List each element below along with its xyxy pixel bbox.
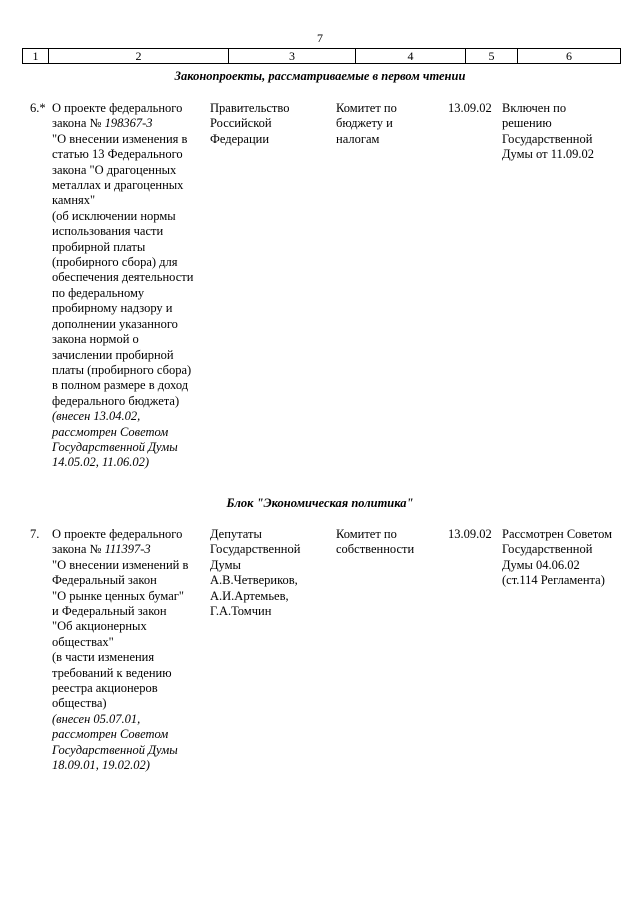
- bill-title-line: [52, 650, 208, 665]
- bill-title-text: (в части изменения: [52, 650, 155, 665]
- bill-title-text: пробирной платы: [52, 239, 146, 254]
- bill-title-line: [52, 573, 208, 588]
- bill-history-note: [52, 409, 208, 471]
- bill-title-line: [52, 209, 208, 224]
- responsible-committee: [336, 101, 444, 147]
- bill-title-lines: [52, 116, 208, 409]
- bill-status-line: Думы от 11.09.02: [502, 147, 595, 162]
- bill-title-text: платы (пробирного сбора): [52, 362, 192, 377]
- bill-title-line: [52, 635, 208, 650]
- bill-title-text: "Об акционерных: [52, 619, 147, 634]
- bill-history-note: [52, 712, 208, 774]
- bill-status-line: Государственной: [502, 542, 593, 557]
- bill-initiator: [210, 101, 332, 147]
- bill-title-line: [52, 378, 208, 393]
- bill-title-line: [52, 589, 208, 604]
- bill-title-line: [52, 301, 208, 316]
- column-number-4: 4: [356, 49, 466, 64]
- bill-initiator-line: Правительство: [210, 101, 290, 115]
- bill-status-line: Думы 04.06.02: [502, 557, 580, 572]
- bill-title-text: реестра акционеров: [52, 681, 158, 696]
- responsible-committee-line: собственности: [336, 542, 415, 557]
- column-number-2: 2: [49, 49, 229, 64]
- bill-title-text: использования части: [52, 224, 164, 239]
- bill-history-line: рассмотрен Советом: [52, 727, 169, 742]
- bill-title-text: обществах": [52, 634, 114, 649]
- bill-title-line: [52, 317, 208, 332]
- bill-history-line: Государственной Думы: [52, 742, 178, 757]
- bill-title-text: требований к ведению: [52, 665, 172, 680]
- bill-description: [52, 101, 208, 471]
- bill-title-intro: О проекте федерального: [52, 101, 183, 115]
- bill-title-line: [52, 255, 208, 270]
- bill-title-text: закона "О драгоценных: [52, 162, 177, 177]
- bill-title-line: [52, 332, 208, 347]
- bill-status-line: (ст.114 Регламента): [502, 573, 605, 588]
- page-number: 7: [317, 31, 323, 45]
- bill-initiator-line: Российской: [210, 116, 272, 131]
- bill-title-text: закона №: [52, 542, 105, 557]
- bill-title-text: Федеральный закон: [52, 573, 157, 588]
- column-header-table: [22, 48, 621, 64]
- bill-status-line: решению: [502, 116, 552, 131]
- bill-title-line: [52, 542, 208, 557]
- responsible-committee-line: бюджету и: [336, 116, 393, 131]
- bill-history-line: (внесен 13.04.02,: [52, 409, 141, 424]
- bill-registration-number: 198367-3: [104, 116, 153, 131]
- bill-status-line: Государственной: [502, 131, 593, 146]
- bill-history-line: рассмотрен Советом: [52, 424, 169, 439]
- bill-title-text: пробирному надзору и: [52, 301, 173, 316]
- bill-history-line: Государственной Думы: [52, 439, 178, 454]
- column-number-1: 1: [23, 49, 49, 64]
- bill-title-intro: О проекте федерального: [52, 527, 183, 541]
- bill-title-text: "О внесении изменений в: [52, 557, 189, 572]
- bill-initiator-line: Депутаты: [210, 527, 262, 541]
- bill-title-text: общества): [52, 696, 107, 711]
- bill-title-line: [52, 178, 208, 193]
- bill-title-text: камнях": [52, 193, 96, 208]
- bill-initiator-line: Г.А.Томчин: [210, 604, 272, 619]
- bill-initiator-line: Федерации: [210, 131, 270, 146]
- bill-title-line: [52, 147, 208, 162]
- bill-title-text: статью 13 Федерального: [52, 147, 183, 162]
- bill-title-line: [52, 286, 208, 301]
- bill-title-line: [52, 193, 208, 208]
- bill-title-lines: [52, 542, 208, 711]
- bill-title-text: "О внесении изменения в: [52, 131, 188, 146]
- bill-title-text: дополнении указанного: [52, 316, 178, 331]
- bill-title-text: по федеральному: [52, 285, 145, 300]
- column-number-6: 6: [518, 49, 621, 64]
- bill-title-text: (пробирного сбора) для: [52, 255, 178, 270]
- responsible-committee-line: Комитет по: [336, 527, 397, 541]
- bill-title-line: [52, 116, 208, 131]
- review-date: 13.09.02: [448, 527, 492, 541]
- bill-history-line: 14.05.02, 11.06.02): [52, 455, 149, 470]
- bill-title-line: [52, 224, 208, 239]
- review-date: 13.09.02: [448, 101, 492, 115]
- bill-initiator-line: А.И.Артемьев,: [210, 588, 289, 603]
- bill-title-text: "О рынке ценных бумаг": [52, 588, 184, 603]
- section-title-economic-policy: Блок "Экономическая политика": [226, 496, 414, 510]
- bill-title-text: федерального бюджета): [52, 393, 180, 408]
- bill-initiator: [210, 527, 332, 619]
- bill-status-line: Включен по: [502, 101, 567, 115]
- bill-title-line: [52, 666, 208, 681]
- bill-title-text: металлах и драгоценных: [52, 178, 184, 193]
- bill-status: [502, 527, 628, 589]
- bill-title-line: [52, 681, 208, 696]
- responsible-committee-line: Комитет по: [336, 101, 397, 115]
- column-number-3: 3: [229, 49, 356, 64]
- section-title-first-reading: Законопроекты, рассматриваемые в первом чтении: [174, 69, 466, 83]
- bill-title-text: закона №: [52, 116, 105, 131]
- bill-title-line: [52, 696, 208, 711]
- bill-description: [52, 527, 208, 774]
- bill-status: [502, 101, 628, 163]
- bill-initiator-line: А.В.Четвериков,: [210, 573, 298, 588]
- responsible-committee-line: налогам: [336, 131, 380, 146]
- bill-title-text: в полном размере в доход: [52, 378, 189, 393]
- bill-title-text: зачислении пробирной: [52, 347, 174, 362]
- bill-title-line: [52, 240, 208, 255]
- bill-registration-number: 111397-3: [104, 542, 151, 557]
- responsible-committee: [336, 527, 444, 558]
- bill-initiator-line: Думы: [210, 557, 241, 572]
- bill-status-line: Рассмотрен Советом: [502, 527, 613, 541]
- bill-history-line: 18.09.01, 19.02.02): [52, 758, 150, 773]
- bill-title-line: [52, 348, 208, 363]
- bill-title-text: обеспечения деятельности: [52, 270, 194, 285]
- column-number-5: 5: [466, 49, 518, 64]
- bill-title-line: [52, 604, 208, 619]
- bill-title-line: [52, 132, 208, 147]
- bill-title-line: [52, 619, 208, 634]
- entry-number: 7.: [30, 527, 40, 541]
- bill-title-line: [52, 163, 208, 178]
- bill-title-line: [52, 363, 208, 378]
- bill-title-line: [52, 394, 208, 409]
- bill-title-text: (об исключении нормы: [52, 208, 176, 223]
- bill-title-text: и Федеральный закон: [52, 604, 167, 619]
- bill-title-line: [52, 558, 208, 573]
- bill-title-text: закона нормой о: [52, 332, 139, 347]
- bill-title-line: [52, 270, 208, 285]
- entry-number: 6.*: [30, 101, 46, 115]
- bill-history-line: (внесен 05.07.01,: [52, 711, 141, 726]
- bill-initiator-line: Государственной: [210, 542, 301, 557]
